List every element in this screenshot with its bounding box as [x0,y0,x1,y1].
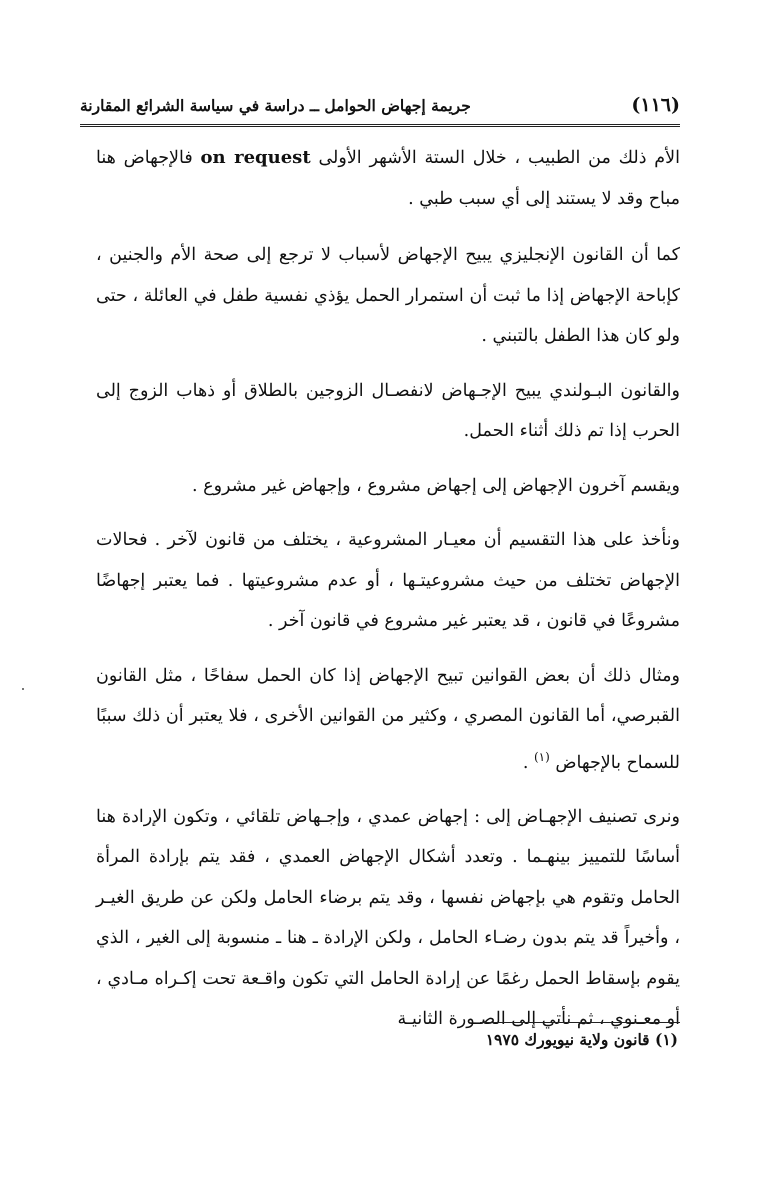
header-rule [80,124,680,127]
latin-phrase: on request [200,147,311,168]
paragraph-5: ونأخذ على هذا التقسيم أن معيـار المشروعية ، يختلف من قانون لآخر . فحالات الإجهاض تختلف من حيث مشروعيتـها ، أو عدم مشروعيتها . فما يعتبر إجهاضًا مشروعًا في قانون ، قد يعتبر غير مشروع في قانون آخر . [96,530,680,631]
paragraph-6-end: . [522,752,534,773]
paragraph-6-text: ومثال ذلك أن بعض القوانين تبيح الإجهاض إذا كان الحمل سفاحًا ، مثل القانون القبرصي، أما القانون المصري ، وكثير من القوانين الأخرى ، فلا يعتبر أن ذلك سببًا للسماح بالإجهاض [96,665,680,773]
paragraph-6 [96,656,680,783]
running-title: جريمة إجهاض الحوامل ــ دراسة في سياسة الشرائع المقارنة [80,96,471,115]
scan-speck [22,688,24,690]
body-text [96,138,680,1054]
footnote-reference: (١) [533,749,550,764]
footnote-rule [480,1022,680,1023]
paragraph-4: ويقسم آخرون الإجهاض إلى إجهاض مشروع ، وإجهاض غير مشروع . [192,475,680,496]
paragraph-2: كما أن القانون الإنجليزي يبيح الإجهاض لأسباب لا ترجع إلى صحة الأم والجنين ، كإباحة الإجهاض إذا ما ثبت أن استمرار الحمل يؤذي نفسية طفل في العائلة ، حتى ولو كان هذا الطفل بالتبني . [96,245,680,346]
footnote: (١) قانون ولاية نيويورك ١٩٧٥ [485,1030,678,1049]
page-header [80,92,680,128]
paragraph-7: ونرى تصنيف الإجهـاض إلى : إجهاض عمدي ، وإجـهاض تلقائي ، وتكون الإرادة هنا أساسًا للتمييز بينهـما . وتعدد أشكال الإجهاض العمدي ، فقد يتم بإرادة المرأة الحامل وتقوم هي بإجهاض نفسها ، وقد يتم برضاء الحامل ولكن عن طريق الغيـر ، وأخيراً قد يتم بدون رضـاء الحامل ، ولكن الإرادة ـ هنا ـ منسوبة إلى الغير ، الذي يقوم بإسقاط الحمل رغمًا عن إرادة الحامل التي تكون واقـعة تحت إكـراه مـادي ، أو معـنوي ، ثم نأتي إلى الصـورة الثانيـة [96,806,680,1030]
paragraph-1 [96,138,680,219]
page-number: (١١٦) [631,94,680,116]
paragraph-1-end: فالإجهاض هنا مباح وقد لا يستند إلى أي سبب طبي . [96,148,680,209]
paragraph-3: والقانون البـولندي يبيح الإجـهاض لانفصـال الزوجين بالطلاق أو ذهاب الزوج إلى الحرب إذا تم ذلك أثناء الحمل. [96,380,680,441]
paragraph-1-start: الأم ذلك من الطبيب ، خلال الستة الأشهر الأولى [318,148,680,168]
